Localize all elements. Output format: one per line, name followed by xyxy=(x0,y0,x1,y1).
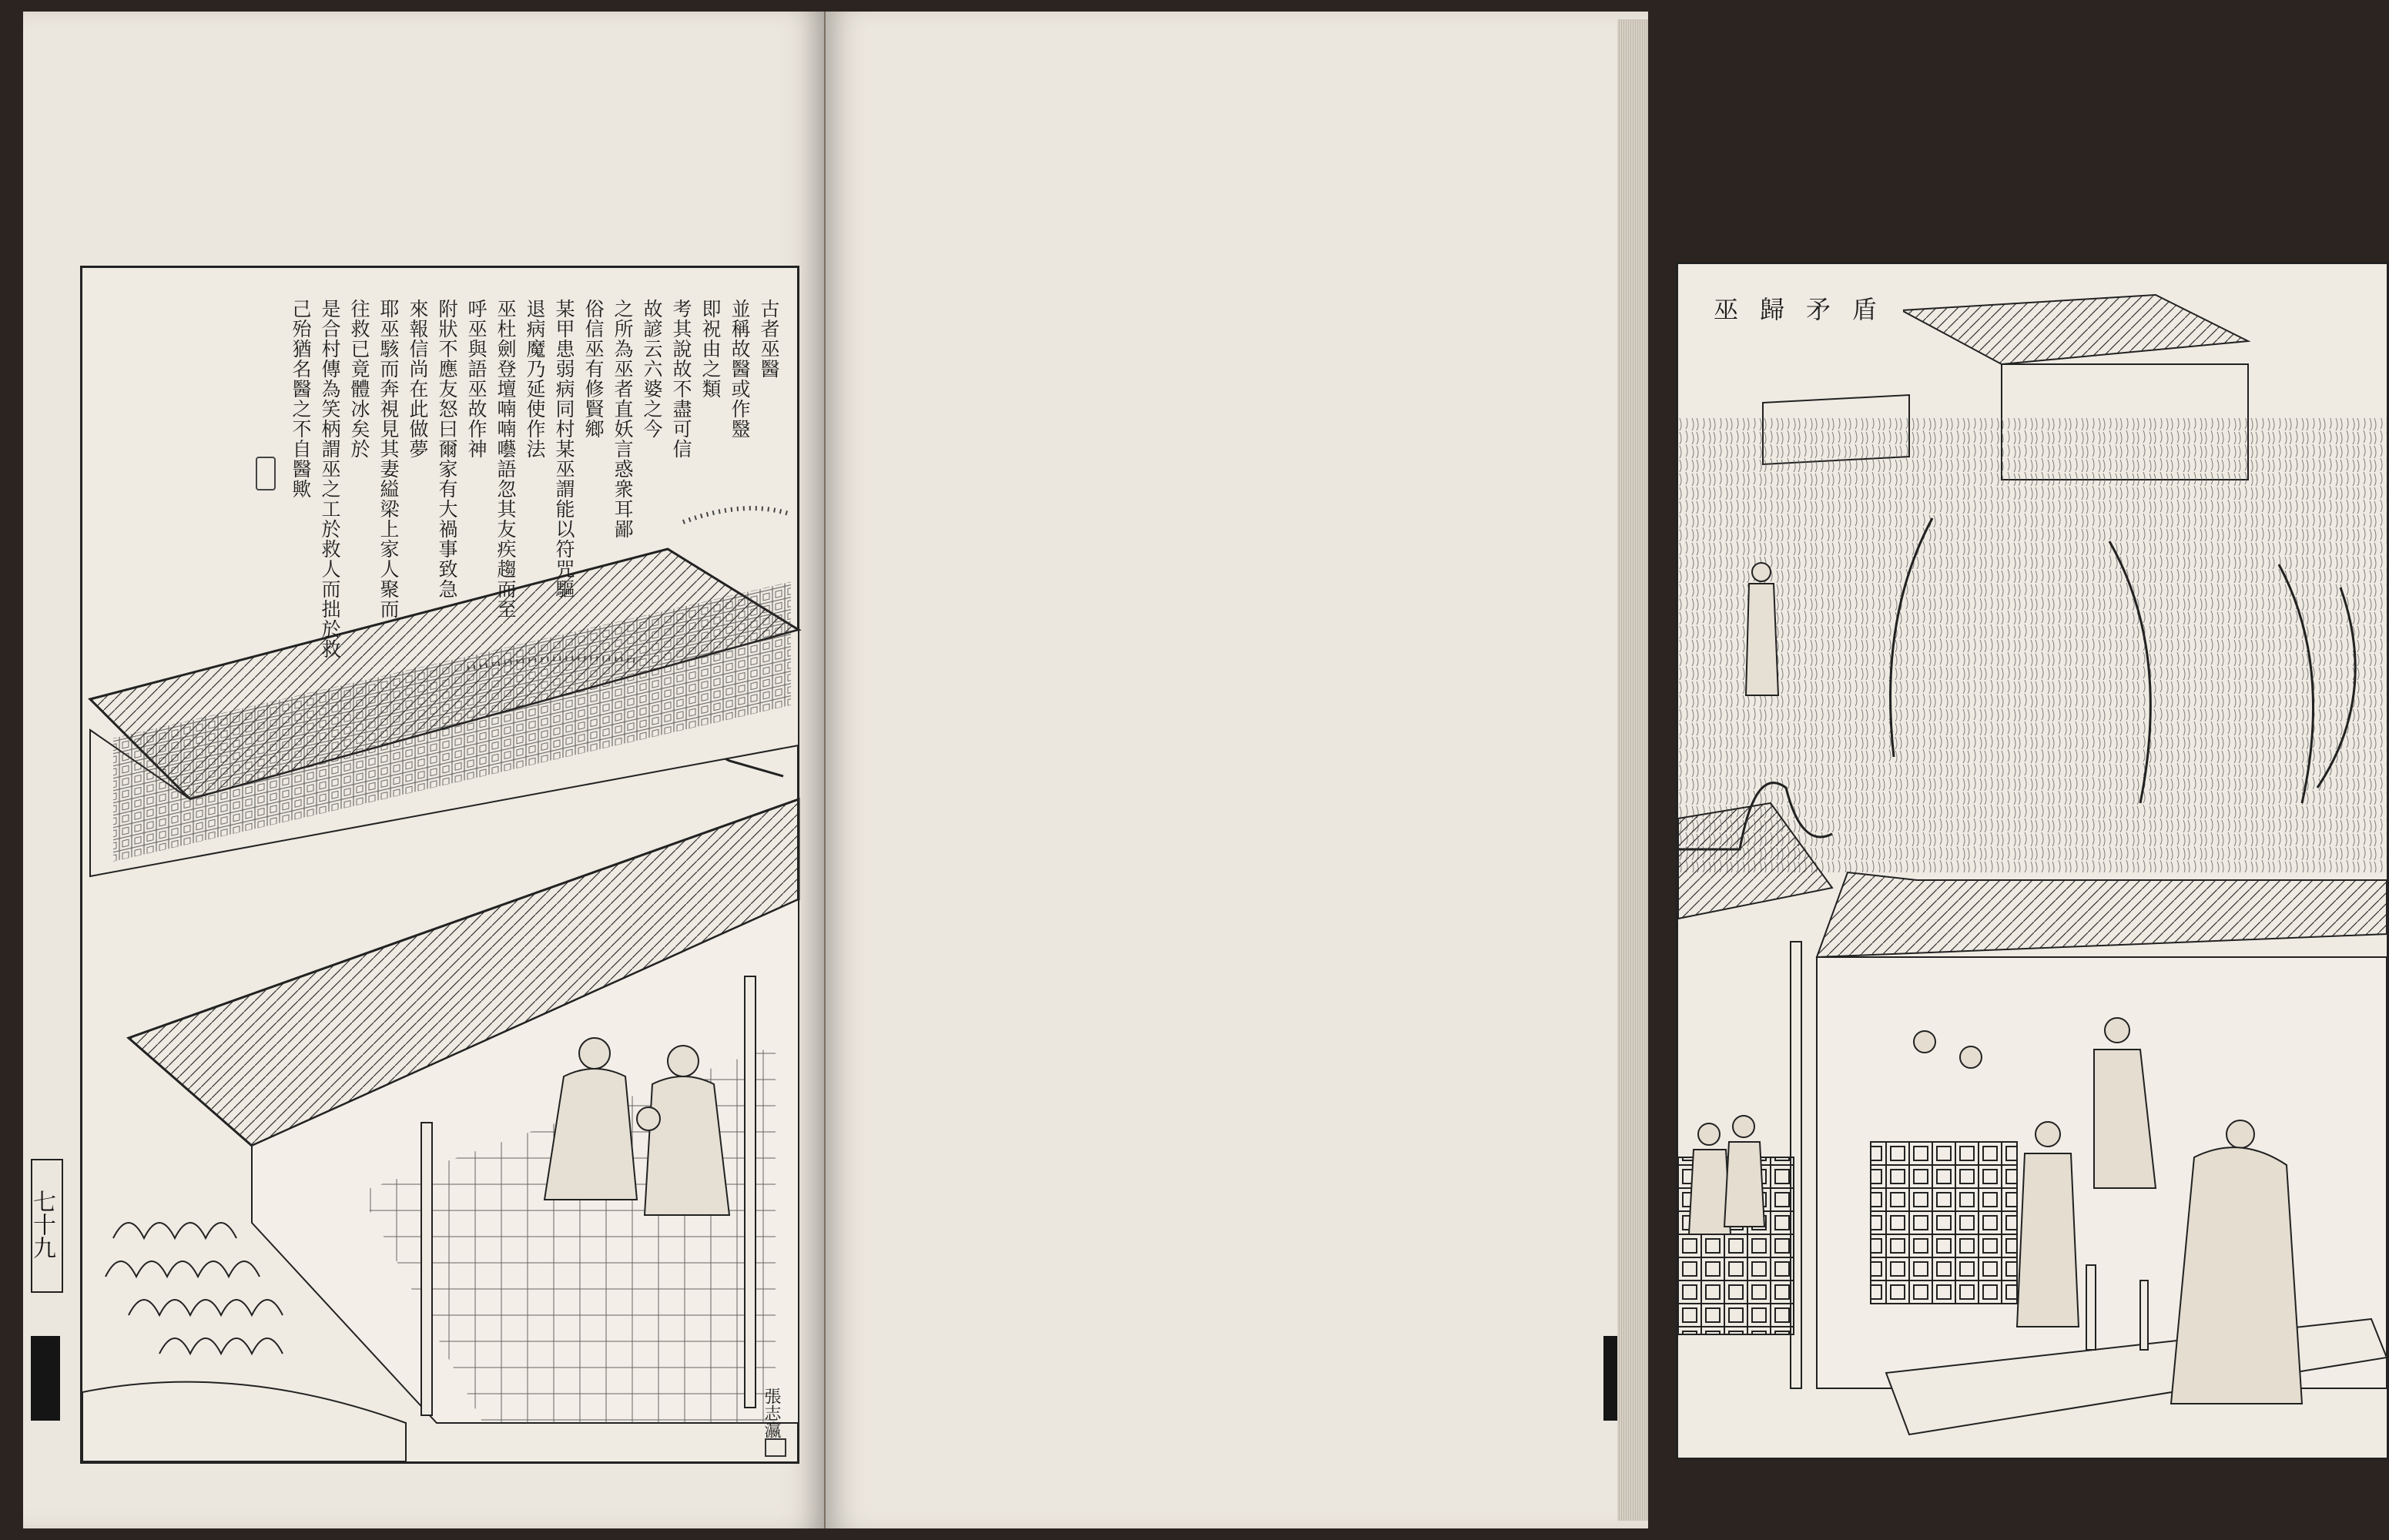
text-column: 耶巫駭而奔視見其妻縊梁上家人聚而 xyxy=(377,299,400,619)
artist-seal xyxy=(765,1438,786,1457)
text-column: 之所為巫者直妖言惑衆耳鄙 xyxy=(611,299,634,539)
story-text xyxy=(284,299,782,792)
text-column: 來報信尚在此做夢 xyxy=(407,299,429,459)
text-column: 附狀不應友怒曰爾家有大禍事致急 xyxy=(436,299,458,599)
artist-signature: 張志瀛 xyxy=(762,1388,781,1438)
text-column: 往救已竟體冰矣於 xyxy=(348,299,370,459)
text-seal xyxy=(256,457,276,490)
page-edges xyxy=(1617,19,1648,1521)
left-illustration-frame xyxy=(80,266,799,1464)
text-column: 是合村傳為笑柄謂巫之工於救人而拙於救 xyxy=(319,299,341,659)
ritual-illustration xyxy=(1678,264,2387,1458)
left-page xyxy=(23,12,824,1528)
text-column: 己殆猶名醫之不自醫歟 xyxy=(290,299,312,499)
open-book xyxy=(23,12,1899,1532)
text-column: 考其說故不盡可信 xyxy=(670,299,692,459)
fold-band-left xyxy=(31,1336,60,1421)
text-column: 俗信巫有修賢鄉 xyxy=(582,299,605,439)
text-column: 古者巫醫 xyxy=(758,299,780,379)
right-page xyxy=(826,12,1899,1528)
text-column: 故諺云六婆之今 xyxy=(641,299,663,439)
text-column: 某甲患弱病同村某巫謂能以符咒驅 xyxy=(553,299,575,599)
text-column: 即祝由之類 xyxy=(699,299,722,399)
text-column: 呼巫與語巫故作神 xyxy=(465,299,488,459)
right-illustration-frame xyxy=(1676,262,2389,1460)
text-column: 並稱故醫或作毉 xyxy=(729,299,751,439)
page-number: 七十九 xyxy=(28,1190,55,1259)
text-column: 巫杜劍登壇喃喃囈語忽其友疾趨而至 xyxy=(494,299,517,619)
illustration-title: 巫歸矛盾 xyxy=(1709,295,1903,324)
text-column: 退病魔乃延使作法 xyxy=(524,299,546,459)
